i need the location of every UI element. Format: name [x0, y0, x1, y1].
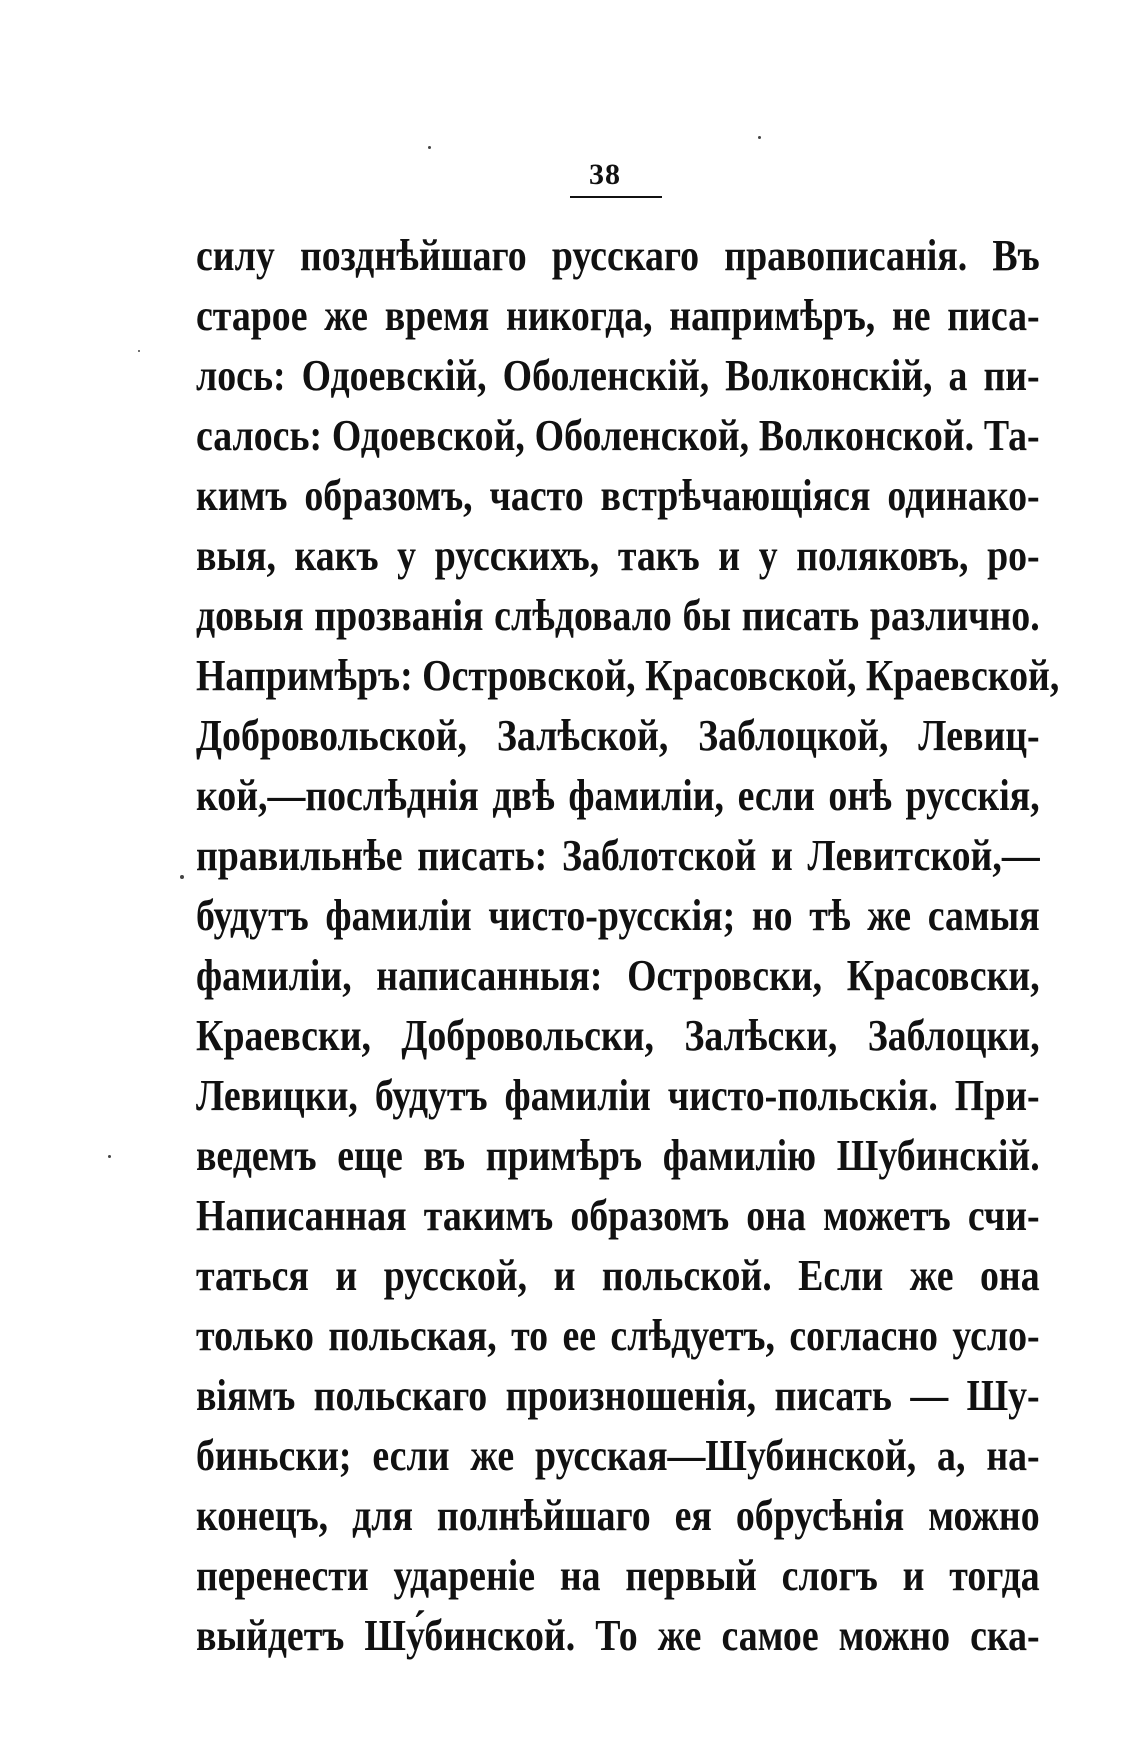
- text-line: биньски; если же русская—Шубинской, а, на-: [196, 1431, 1040, 1480]
- scan-speck: [138, 350, 140, 352]
- text-line: Левицки, будутъ фамиліи чисто-польскія. При-: [196, 1071, 1040, 1120]
- text-line: правильнѣе писать: Заблотской и Левитской,—: [196, 831, 1040, 880]
- text-line: выйдетъ Шу́бинской. То же самое можно ска-: [196, 1611, 1040, 1660]
- scan-speck: [428, 146, 431, 149]
- text-line: будутъ фамиліи чисто-русскія; но тѣ же самыя: [196, 891, 1040, 940]
- body-text: [196, 226, 1060, 1666]
- text-line: Написанная такимъ образомъ она можетъ счи-: [196, 1191, 1040, 1240]
- text-line: таться и русской, и польской. Если же она: [196, 1251, 1040, 1300]
- text-line: силу позднѣйшаго русскаго правописанія. Въ: [196, 231, 1040, 280]
- text-line: кой,—послѣднія двѣ фамиліи, если онѣ русскія,: [196, 771, 1040, 820]
- text-line: выя, какъ у русскихъ, такъ и у поляковъ, ро-: [196, 531, 1040, 580]
- text-line: лось: Одоевскій, Оболенскій, Волконскій, а пи-: [196, 351, 1040, 400]
- text-line: ведемъ еще въ примѣръ фамилію Шубинскій.: [196, 1131, 1040, 1180]
- text-line: старое же время никогда, напримѣръ, не писа-: [196, 291, 1040, 340]
- text-line: конецъ, для полнѣйшаго ея обрусѣнія можно: [196, 1491, 1040, 1540]
- text-line: Краевски, Добровольски, Залѣски, Заблоцки,: [196, 1011, 1040, 1060]
- text-line: Добровольской, Залѣской, Заблоцкой, Левиц-: [196, 711, 1040, 760]
- text-line: віямъ польскаго произношенія, писать — Шу-: [196, 1371, 1040, 1420]
- scan-speck: [180, 875, 184, 879]
- text-line: Напримѣръ: Островской, Красовской, Краевской,: [196, 651, 1060, 700]
- page-number-rule: [570, 196, 662, 198]
- text-line: кимъ образомъ, часто встрѣчающіяся одинако-: [196, 471, 1040, 520]
- scan-speck: [758, 136, 761, 139]
- text-line: салось: Одоевской, Оболенской, Волконской. Та-: [196, 411, 1040, 460]
- page-number: 38: [589, 158, 621, 191]
- text-line: только польская, то ее слѣдуетъ, согласно усло-: [196, 1311, 1040, 1360]
- text-line: фамиліи, написанныя: Островски, Красовски,: [196, 951, 1040, 1000]
- scan-speck: [108, 1155, 111, 1158]
- text-line: перенести удареніе на первый слогъ и тогда: [196, 1551, 1040, 1600]
- text-line: довыя прозванія слѣдовало бы писать различно.: [196, 591, 1040, 640]
